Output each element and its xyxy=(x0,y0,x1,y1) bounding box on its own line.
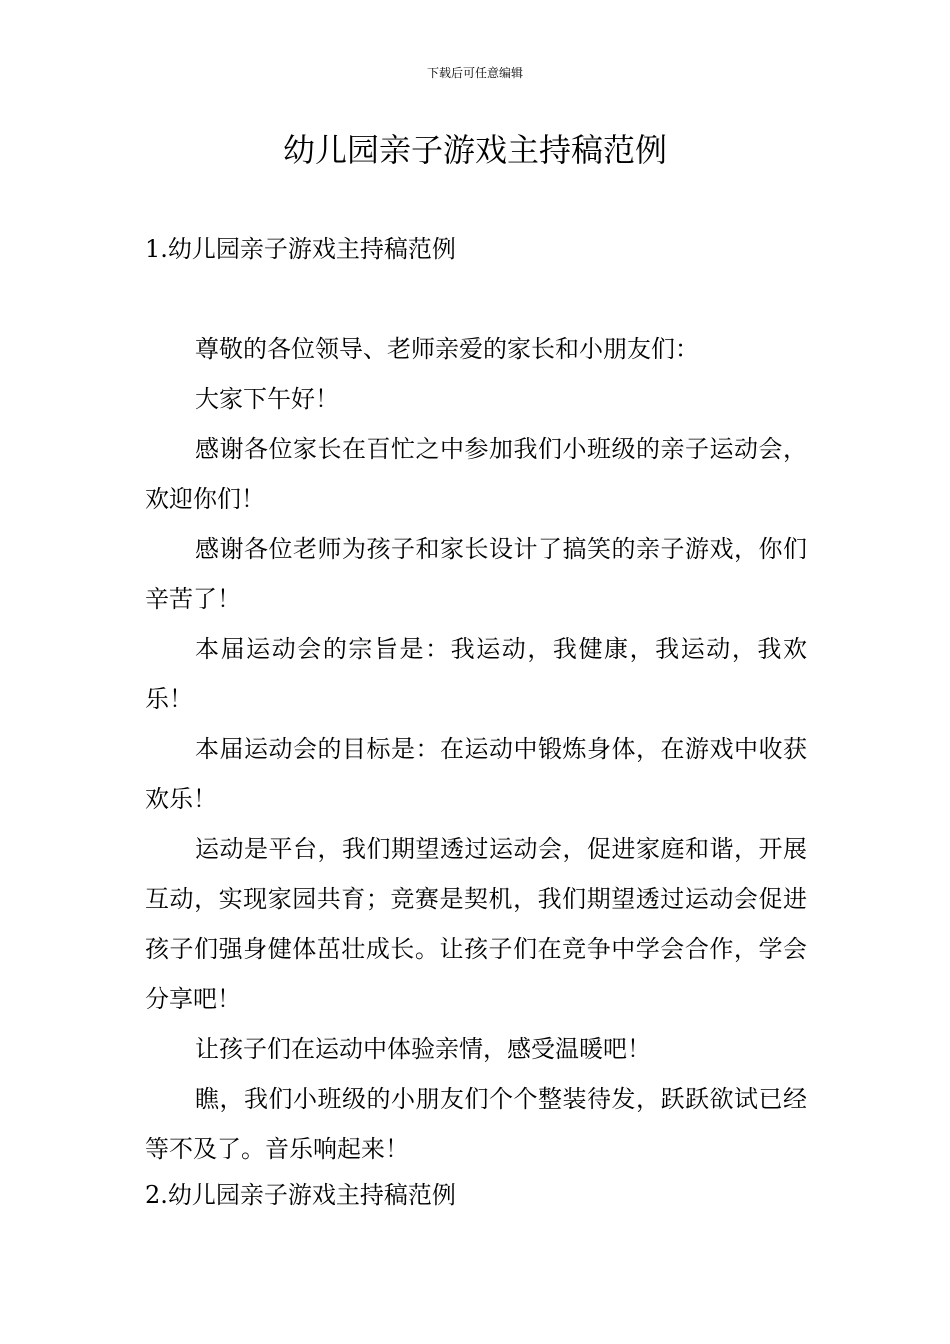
paragraph-music: 瞧，我们小班级的小朋友们个个整装待发，跃跃欲试已经等不及了。音乐响起来！ xyxy=(145,1085,807,1163)
section-heading-2: 2.幼儿园亲子游戏主持稿范例 xyxy=(145,1181,456,1209)
header-note: 下载后可任意编辑 xyxy=(426,66,523,80)
section-1-body xyxy=(145,324,807,1174)
paragraph-experience: 让孩子们在运动中体验亲情，感受温暖吧！ xyxy=(195,1035,651,1063)
paragraph-thank-parents: 感谢各位家长在百忙之中参加我们小班级的亲子运动会，欢迎你们！ xyxy=(145,435,807,513)
paragraph-good-afternoon: 大家下午好！ xyxy=(195,385,339,413)
section-heading-1: 1.幼儿园亲子游戏主持稿范例 xyxy=(145,235,456,263)
paragraph-purpose: 本届运动会的宗旨是：我运动，我健康，我运动，我欢乐！ xyxy=(145,635,807,713)
paragraph-goal: 本届运动会的目标是：在运动中锻炼身体，在游戏中收获欢乐！ xyxy=(145,735,807,813)
document-title: 幼儿园亲子游戏主持稿范例 xyxy=(282,131,667,169)
paragraph-greeting: 尊敬的各位领导、老师亲爱的家长和小朋友们： xyxy=(195,335,699,363)
paragraph-platform: 运动是平台，我们期望透过运动会，促进家庭和谐，开展互动，实现家园共育；竞赛是契机，我们期望透过运动会促进孩子们强身健体茁壮成长。让孩子们在竞争中学会合作，学会分享吧！ xyxy=(145,835,807,1013)
paragraph-thank-teachers: 感谢各位老师为孩子和家长设计了搞笑的亲子游戏，你们辛苦了！ xyxy=(145,535,807,613)
